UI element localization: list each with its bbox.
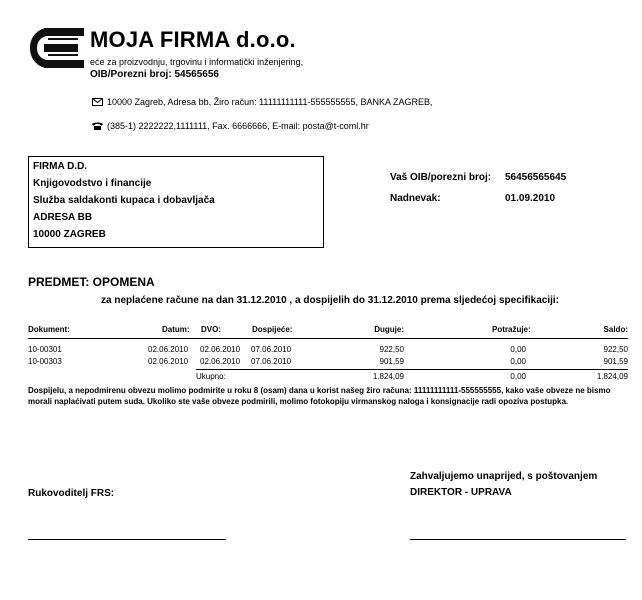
total-debit: 1.824,09	[372, 372, 404, 381]
company-contact-text: (385-1) 2222222,1111111, Fax. 6666666, E-mail: posta@t-coml.hr	[107, 121, 369, 131]
company-address-line	[92, 97, 433, 107]
company-name: MOJA FIRMA d.o.o.	[90, 27, 296, 52]
company-address-text: 10000 Zagreb, Adresa bb, Žiro račun: 11111111111-555555555, BANKA ZAGREB,	[107, 97, 433, 107]
company-oib	[90, 69, 219, 80]
col-header-dvo: DVO:	[201, 325, 221, 334]
cell-date: 02.06.2010	[148, 357, 189, 366]
date-label: Nadnevak:	[390, 193, 441, 204]
table-total-rule	[196, 369, 628, 370]
recipient-line: 10000 ZAGREB	[33, 229, 106, 240]
total-label: Ukupno:	[196, 372, 226, 381]
recipient-line: Služba saldakonti kupaca i dobavljača	[33, 195, 215, 206]
company-contact-line	[92, 121, 369, 131]
col-header-balance: Saldo:	[603, 325, 628, 334]
cell-debit: 901,59	[379, 357, 404, 366]
company-tagline: eće za proizvodnju, trgovinu i informatički inženjering,	[90, 57, 304, 67]
envelope-icon	[92, 98, 103, 106]
cell-dvo: 02.06.2010	[200, 345, 241, 354]
cell-balance: 922,50	[603, 345, 628, 354]
cell-due-date: 07.06.2010	[251, 345, 292, 354]
recipient-line: ADRESA BB	[33, 212, 93, 223]
company-oib-label: OIB/Porezni broj:	[90, 69, 172, 80]
signature-right-line	[410, 539, 626, 540]
table-header-rule	[28, 338, 628, 339]
cell-debit: 922,50	[379, 345, 404, 354]
cell-credit: 0,00	[510, 345, 526, 354]
phone-icon	[92, 122, 103, 130]
cell-date: 02.06.2010	[148, 345, 189, 354]
subject-line: za neplaćene račune na dan 31.12.2010 , a dospijelih do 31.12.2010 prema sljedećoj specifikaciji:	[101, 295, 559, 306]
company-logo	[28, 24, 86, 72]
recipient-line: Knjigovodstvo i financije	[33, 178, 152, 189]
signature-left-label: Rukovoditelj FRS:	[28, 488, 115, 499]
subject-title: PREDMET: OPOMENA	[28, 275, 155, 289]
cell-credit: 0,00	[510, 357, 526, 366]
recipient-oib-value: 56456565645	[505, 172, 567, 183]
closing-greeting: Zahvaljujemo unaprijed, s poštovanjem	[410, 471, 598, 482]
cell-balance: 901,59	[603, 357, 628, 366]
recipient-oib-label: Vaš OIB/porezni broj:	[390, 172, 492, 183]
cell-document: 10-00301	[28, 345, 62, 354]
col-header-due-date: Dospijeće:	[252, 325, 293, 334]
cell-dvo: 02.06.2010	[200, 357, 241, 366]
col-header-credit: Potražuje:	[492, 325, 531, 334]
signature-left-line	[28, 539, 226, 540]
total-balance: 1.824,09	[596, 372, 628, 381]
col-header-date: Datum:	[162, 325, 190, 334]
col-header-debit: Duguje:	[374, 325, 404, 334]
cell-due-date: 07.06.2010	[251, 357, 292, 366]
signature-right-label: DIREKTOR - UPRAVA	[410, 487, 512, 498]
col-header-document: Dokument:	[28, 325, 70, 334]
payment-notice: Dospijelu, a nepodmirenu obvezu molimo podmirite u roku 8 (osam) dana u korist našeg žiro računa: 11111111111-555555555, kako vaše obveze ne bismo morali naplaćivati putem suda. Ukoliko ste vaše obveze podmirili, molimo fotokopiju virmanskog naloga i konsignacije radi opoziva postupka.	[28, 386, 611, 406]
date-value: 01.09.2010	[505, 193, 556, 204]
recipient-line: FIRMA D.D.	[33, 161, 88, 172]
company-oib-value: 54565656	[174, 69, 219, 80]
total-credit: 0,00	[510, 372, 526, 381]
cell-document: 10-00303	[28, 357, 62, 366]
recipient-address-box	[28, 156, 324, 248]
